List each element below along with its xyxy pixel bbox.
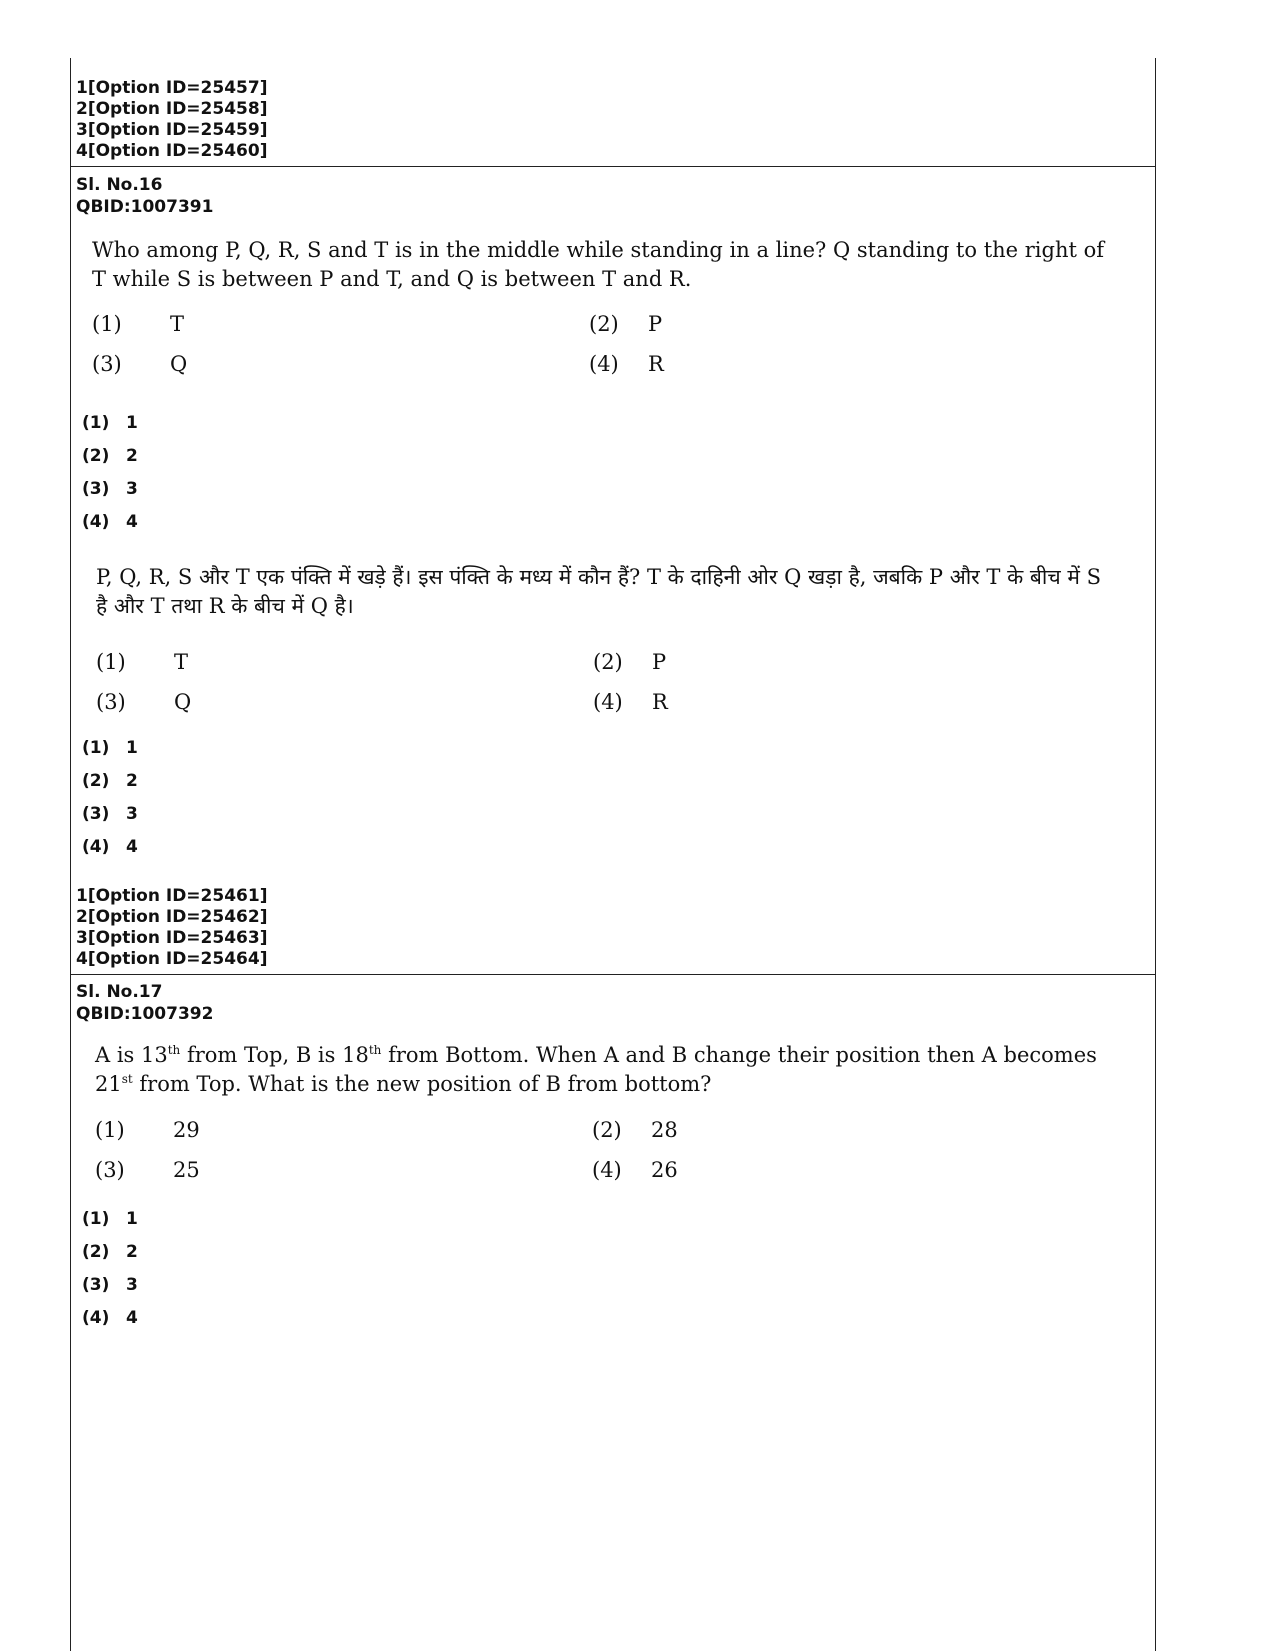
option-value: T bbox=[174, 650, 189, 674]
section-divider bbox=[70, 166, 1156, 167]
option-id: 4[Option ID=25460] bbox=[76, 141, 268, 161]
section-divider bbox=[70, 974, 1156, 975]
option-value: 26 bbox=[651, 1158, 678, 1182]
answer-choice bbox=[82, 1203, 138, 1236]
answer-choices bbox=[82, 732, 138, 864]
answer-number: (1) bbox=[82, 1209, 110, 1229]
answer-number: (4) bbox=[82, 837, 110, 857]
option-id-list bbox=[76, 886, 267, 970]
answer-choices bbox=[82, 1203, 138, 1335]
answer-number: (3) bbox=[82, 1275, 110, 1295]
options-row bbox=[92, 312, 1112, 352]
answer-choice bbox=[82, 765, 138, 798]
answer-value: 2 bbox=[126, 1242, 138, 1262]
question-text-english: Who among P, Q, R, S and T is in the middle while standing in a line? Q standing to the right of T while S is between P and T, and Q is between T and R. bbox=[92, 238, 1105, 291]
answer-number: (4) bbox=[82, 512, 110, 532]
answer-number: (2) bbox=[82, 446, 110, 466]
option-number: (2) bbox=[592, 1118, 622, 1142]
answer-choice bbox=[82, 1269, 138, 1302]
answer-number: (3) bbox=[82, 479, 110, 499]
answer-value: 3 bbox=[126, 1275, 138, 1295]
option-number: (4) bbox=[592, 1158, 622, 1182]
question-paper-frame bbox=[70, 58, 1156, 1651]
question-options-hindi bbox=[96, 650, 1116, 730]
option-value: P bbox=[652, 650, 667, 674]
serial-number: Sl. No.17 bbox=[76, 982, 163, 1002]
answer-value: 4 bbox=[126, 1308, 138, 1328]
answer-choice bbox=[82, 506, 138, 539]
option-number: (3) bbox=[92, 352, 122, 376]
answer-choice bbox=[82, 440, 138, 473]
option-value: R bbox=[652, 690, 668, 714]
option-value: T bbox=[170, 312, 185, 336]
option-number: (2) bbox=[593, 650, 623, 674]
answer-value: 1 bbox=[126, 1209, 138, 1229]
option-number: (1) bbox=[96, 650, 126, 674]
answer-number: (2) bbox=[82, 771, 110, 791]
option-id: 3[Option ID=25463] bbox=[76, 928, 268, 948]
question-options-english bbox=[95, 1118, 1115, 1198]
option-id: 2[Option ID=25462] bbox=[76, 907, 268, 927]
options-row bbox=[96, 690, 1116, 730]
answer-choice bbox=[82, 1236, 138, 1269]
options-row bbox=[96, 650, 1116, 690]
answer-number: (3) bbox=[82, 804, 110, 824]
options-row bbox=[92, 352, 1112, 392]
question-bank-id: QBID:1007391 bbox=[76, 197, 214, 217]
option-value: Q bbox=[170, 352, 188, 376]
question-bank-id: QBID:1007392 bbox=[76, 1004, 214, 1024]
question-header bbox=[76, 981, 213, 1025]
option-value: 25 bbox=[173, 1158, 200, 1182]
option-number: (1) bbox=[92, 312, 122, 336]
question-text-english: A is 13th from Top, B is 18th from Bottom. When A and B change their position then A becomes 21st from Top. What is the new position of B from bottom? bbox=[95, 1043, 1097, 1096]
option-id: 1[Option ID=25461] bbox=[76, 886, 268, 906]
option-number: (4) bbox=[589, 352, 619, 376]
option-value: P bbox=[648, 312, 663, 336]
options-row bbox=[95, 1158, 1115, 1198]
option-number: (3) bbox=[95, 1158, 125, 1182]
option-id: 1[Option ID=25457] bbox=[76, 78, 268, 98]
answer-value: 1 bbox=[126, 413, 138, 433]
answer-choice bbox=[82, 407, 138, 440]
answer-choice bbox=[82, 798, 138, 831]
answer-number: (1) bbox=[82, 738, 110, 758]
answer-value: 2 bbox=[126, 446, 138, 466]
option-value: 28 bbox=[651, 1118, 678, 1142]
answer-choice bbox=[82, 1302, 138, 1335]
option-value: R bbox=[648, 352, 664, 376]
option-number: (4) bbox=[593, 690, 623, 714]
answer-number: (4) bbox=[82, 1308, 110, 1328]
answer-number: (2) bbox=[82, 1242, 110, 1262]
option-id: 3[Option ID=25459] bbox=[76, 120, 268, 140]
answer-choice bbox=[82, 732, 138, 765]
option-number: (1) bbox=[95, 1118, 125, 1142]
answer-value: 2 bbox=[126, 771, 138, 791]
option-id: 4[Option ID=25464] bbox=[76, 949, 268, 969]
option-number: (2) bbox=[589, 312, 619, 336]
answer-value: 1 bbox=[126, 738, 138, 758]
question-options-english bbox=[92, 312, 1112, 392]
option-number: (3) bbox=[96, 690, 126, 714]
option-value: 29 bbox=[173, 1118, 200, 1142]
options-row bbox=[95, 1118, 1115, 1158]
answer-choice bbox=[82, 473, 138, 506]
answer-value: 4 bbox=[126, 512, 138, 532]
option-value: Q bbox=[174, 690, 192, 714]
answer-value: 3 bbox=[126, 479, 138, 499]
answer-value: 3 bbox=[126, 804, 138, 824]
answer-value: 4 bbox=[126, 837, 138, 857]
answer-choices bbox=[82, 407, 138, 539]
answer-choice bbox=[82, 831, 138, 864]
serial-number: Sl. No.16 bbox=[76, 175, 163, 195]
question-text-hindi: P, Q, R, S और T एक पंक्ति में खड़े हैं। इस पंक्ति के मध्य में कौन हैं? T के दाहिनी ओर Q खड़ा है, जबकि P और T के बीच में S है और T तथा R के बीच में Q है। bbox=[96, 565, 1101, 618]
option-id: 2[Option ID=25458] bbox=[76, 99, 268, 119]
question-header bbox=[76, 174, 213, 218]
option-id-list bbox=[76, 78, 267, 162]
answer-number: (1) bbox=[82, 413, 110, 433]
